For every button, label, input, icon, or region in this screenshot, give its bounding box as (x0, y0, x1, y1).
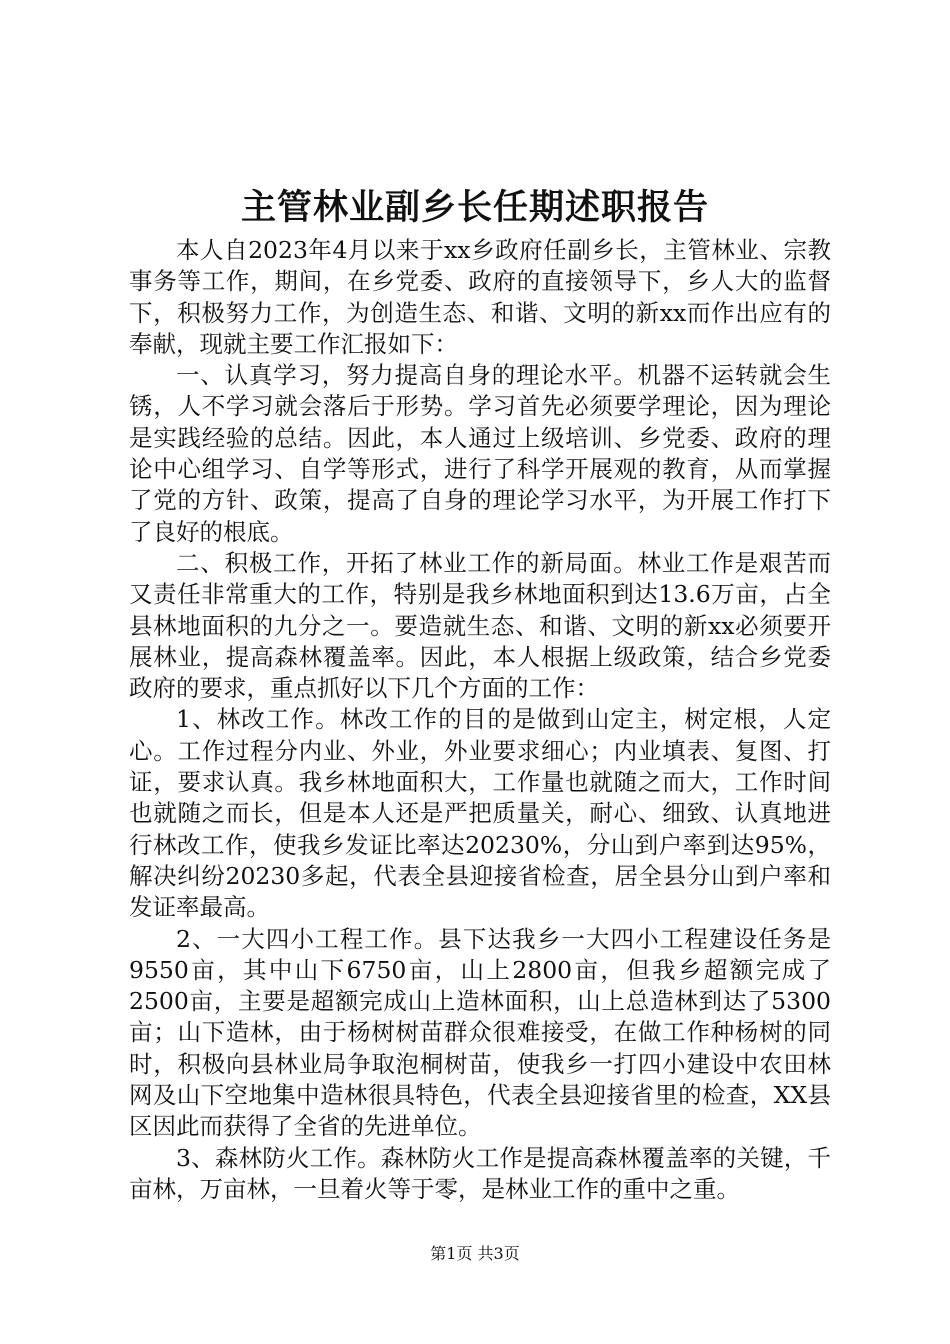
paragraph-study: 一、认真学习，努力提高自身的理论水平。机器不运转就会生锈，人不学习就会落后于形势。学习首先必须要学理论，因为理论是实践经验的总结。因此，本人通过上级培训、乡党委、政府的理论中心组学习、自学等形式，进行了科学开展观的教育，从而掌握了党的方针、政策，提高了自身的理论学习水平，为开展工作打下了良好的根底。 (129, 361, 831, 546)
paragraph-project-work: 2、一大四小工程工作。县下达我乡一大四小工程建设任务是9550亩，其中山下6750亩，山上2800亩，但我乡超额完成了2500亩，主要是超额完成山上造林面积，山上总造林到达了5300亩；山下造林，由于杨树树苗群众很难接受，在做工作种杨树的同时，积极向县林业局争取泡桐树苗，使我乡一打四小建设中农田林网及山下空地集中造林很具特色，代表全县迎接省里的检查，XX县区因此而获得了全省的先进单位。 (129, 924, 831, 1141)
paragraph-forestry-work: 二、积极工作，开拓了林业工作的新局面。林业工作是艰苦而又责任非常重大的工作，特别是我乡林地面积到达13.6万亩，占全县林地面积的九分之一。要造就生态、和谐、文明的新xx必须要开展林业，提高森林覆盖率。因此，本人根据上级政策，结合乡党委政府的要求，重点抓好以下几个方面的工作： (129, 548, 831, 703)
document-title: 主管林业副乡长任期述职报告 (240, 187, 709, 228)
paragraph-fire-prevention: 3、森林防火工作。森林防火工作是提高森林覆盖率的关键，千亩林，万亩林，一旦着火等于零，是林业工作的重中之重。 (129, 1143, 831, 1203)
paragraph-intro: 本人自2023年4月以来于xx乡政府任副乡长，主管林业、宗教事务等工作，期间，在乡党委、政府的直接领导下，乡人大的监督下，积极努力工作，为创造生态、和谐、文明的新xx而作出应有的奉献，现就主要工作汇报如下： (129, 236, 831, 358)
document-body (129, 235, 831, 1205)
paragraph-forest-reform: 1、林改工作。林改工作的目的是做到山定主，树定根，人定心。工作过程分内业、外业，外业要求细心；内业填表、复图、打证，要求认真。我乡林地面积大，工作量也就随之而大，工作时间也就随之而长，但是本人还是严把质量关，耐心、细致、认真地进行林改工作，使我乡发证比率达20230%，分山到户率到达95%，解决纠纷20230多起，代表全县迎接省检查，居全县分山到户率和发证率最高。 (129, 705, 831, 922)
page-footer: 第1页 共3页 (430, 1244, 520, 1263)
